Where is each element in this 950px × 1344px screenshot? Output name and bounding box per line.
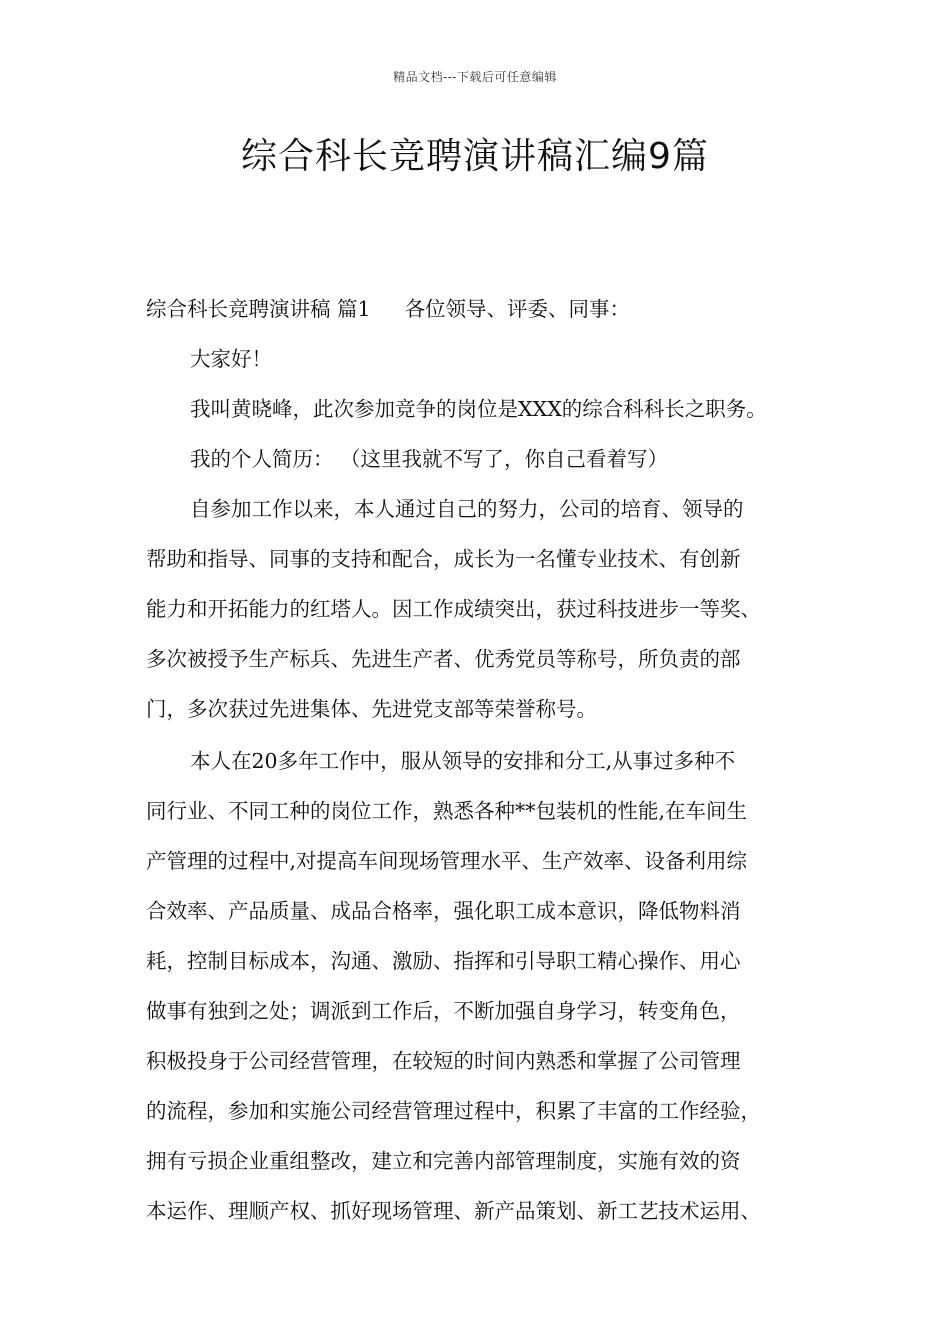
paragraph-line: 我的个人简历： （这里我就不写了，你自己看着写） bbox=[190, 447, 669, 471]
paragraph-line: 合效率、产品质量、成品合格率，强化职工成本意识，降低物料消 bbox=[146, 899, 741, 923]
paragraph-line: 积极投身于公司经营管理，在较短的时间内熟悉和掌握了公司管理 bbox=[146, 1049, 741, 1073]
paragraph-line: 本运作、理顺产权、抓好现场管理、新产品策划、新工艺技术运用、 bbox=[146, 1199, 761, 1223]
document-body bbox=[146, 284, 816, 1236]
paragraph-line: 产管理的过程中,对提高车间现场管理水平、生产效率、设备利用综 bbox=[146, 849, 748, 873]
paragraph-line: 本人在20多年工作中，服从领导的安排和分工,从事过多种不 bbox=[190, 749, 736, 773]
salutation: 各位领导、评委、同事： bbox=[404, 297, 631, 321]
document-title: 综合科长竞聘演讲稿汇编9篇 bbox=[241, 136, 709, 177]
paragraph-line: 拥有亏损企业重组整改，建立和完善内部管理制度，实施有效的资 bbox=[146, 1149, 741, 1173]
paragraph-line: 的流程，参加和实施公司经营管理过程中，积累了丰富的工作经验， bbox=[146, 1099, 761, 1123]
paragraph-line: 耗，控制目标成本，沟通、激励、指挥和引导职工精心操作、用心 bbox=[146, 949, 741, 973]
section-heading-line bbox=[146, 284, 816, 334]
paragraph-line: 门，多次获过先进集体、先进党支部等荣誉称号。 bbox=[146, 697, 597, 721]
paragraph-line: 能力和开拓能力的红塔人。因工作成绩突出，获过科技进步一等奖、 bbox=[146, 597, 761, 621]
greeting-line: 大家好！ bbox=[190, 347, 272, 371]
paragraph-line: 帮助和指导、同事的支持和配合，成长为一名懂专业技术、有创新 bbox=[146, 547, 741, 571]
paragraph-line: 自参加工作以来，本人通过自己的努力，公司的培育、领导的 bbox=[190, 497, 744, 521]
paragraph-line: 我叫黄晓峰，此次参加竞争的岗位是XXX的综合科科长之职务。 bbox=[190, 397, 767, 421]
header-note: 精品文档---下载后可任意编辑 bbox=[393, 70, 557, 84]
paragraph-line: 做事有独到之处；调派到工作后，不断加强自身学习，转变角色， bbox=[146, 999, 741, 1023]
paragraph-line: 同行业、不同工种的岗位工作，熟悉各种**包装机的性能,在车间生 bbox=[146, 799, 748, 823]
section-label: 综合科长竞聘演讲稿 篇1 bbox=[146, 297, 371, 321]
paragraph-line: 多次被授予生产标兵、先进生产者、优秀党员等称号，所负责的部 bbox=[146, 647, 741, 671]
